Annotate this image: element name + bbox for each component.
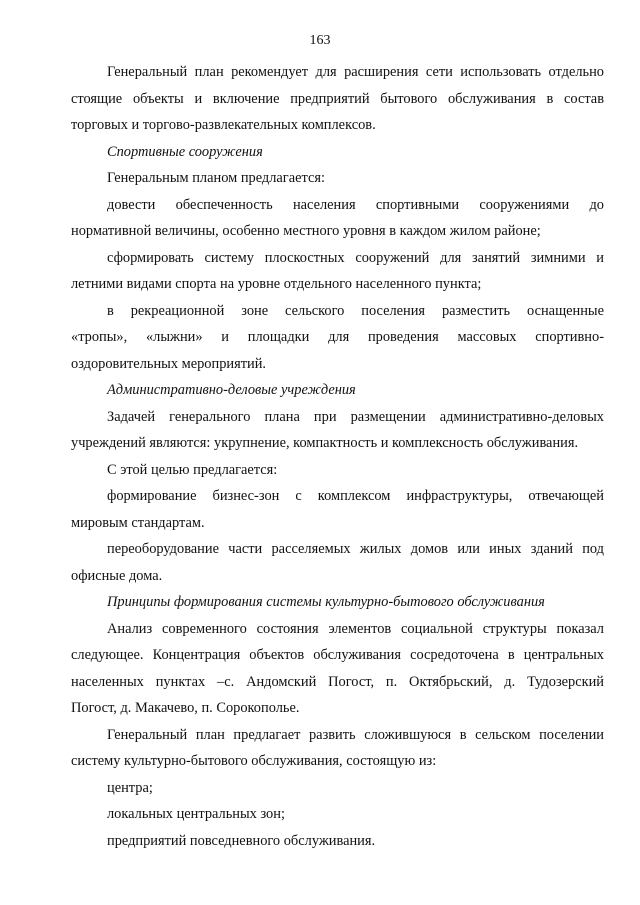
paragraph-line: предприятий повседневного обслуживания. — [107, 832, 376, 849]
paragraph-line: учреждений являются: укрупнение, компактность и комплексность обслуживания. — [71, 435, 579, 451]
paragraph-line: торговых и торгово-развлекательных комплексов. — [71, 117, 376, 133]
paragraph-line: офисные дома. — [71, 567, 163, 584]
paragraph-line: сформировать систему плоскостных сооружений для занятий зимними и — [107, 249, 604, 266]
paragraph-line: Задачей генерального плана при размещении административно-деловых — [107, 408, 604, 425]
page-number: 163 — [309, 33, 331, 48]
paragraph — [71, 404, 604, 457]
paragraph — [71, 298, 604, 378]
paragraph — [71, 245, 604, 298]
paragraph-line: летними видами спорта на уровне отдельного населенного пункта; — [71, 276, 482, 292]
paragraph-line: переоборудование части расселяемых жилых домов или иных зданий под — [107, 541, 604, 557]
paragraph-line: систему культурно-бытового обслуживания, состоящую из: — [71, 753, 437, 769]
paragraph — [71, 801, 604, 828]
paragraph — [71, 59, 604, 139]
section-heading: Принципы формирования системы культурно-бытового обслуживания — [107, 594, 545, 610]
paragraph-line: мировым стандартам. — [71, 514, 205, 531]
paragraph-line: Генеральный план рекомендует для расширения сети использовать отдельно — [107, 64, 604, 80]
paragraph — [71, 457, 604, 484]
paragraph — [71, 616, 604, 722]
paragraph — [71, 192, 604, 245]
paragraph — [71, 775, 604, 802]
paragraph-line: Анализ современного состояния элементов социальной структуры показал — [107, 620, 604, 637]
paragraph-line: центра; — [107, 779, 153, 796]
paragraph — [71, 483, 604, 536]
paragraph-line: населенных пунктах –с. Андомский Погост, п. Октябрьский, д. Тудозерский — [71, 673, 604, 690]
paragraph-line: нормативной величины, особенно местного уровня в каждом жилом районе; — [71, 223, 541, 239]
paragraph — [71, 722, 604, 775]
paragraph-line: Генеральный план предлагает развить сложившуюся в сельском поселении — [107, 726, 604, 743]
paragraph — [71, 165, 604, 192]
paragraph — [71, 536, 604, 589]
paragraph-line: локальных центральных зон; — [107, 806, 285, 822]
document-body — [71, 59, 604, 854]
paragraph-line: формирование бизнес-зон с комплексом инфраструктуры, отвечающей — [107, 488, 604, 504]
paragraph-line: Погост, д. Макачево, п. Сорокополье. — [71, 700, 300, 716]
paragraph-line: оздоровительных мероприятий. — [71, 355, 266, 372]
paragraph-line: стоящие объекты и включение предприятий бытового обслуживания в состав — [71, 90, 604, 107]
paragraph-line: довести обеспеченность населения спортивными сооружениями до — [107, 196, 604, 213]
paragraph-line: С этой целью предлагается: — [107, 461, 278, 478]
paragraph — [71, 828, 604, 855]
paragraph-line: «тропы», «лыжни» и площадки для проведения массовых спортивно- — [71, 329, 604, 345]
paragraph-line: Генеральным планом предлагается: — [107, 170, 325, 186]
section-heading: Административно-деловые учреждения — [107, 382, 356, 398]
paragraph-line: в рекреационной зоне сельского поселения разместить оснащенные — [107, 302, 604, 319]
section-heading: Спортивные сооружения — [107, 143, 263, 160]
paragraph-line: следующее. Концентрация объектов обслуживания сосредоточена в центральных — [71, 647, 604, 663]
